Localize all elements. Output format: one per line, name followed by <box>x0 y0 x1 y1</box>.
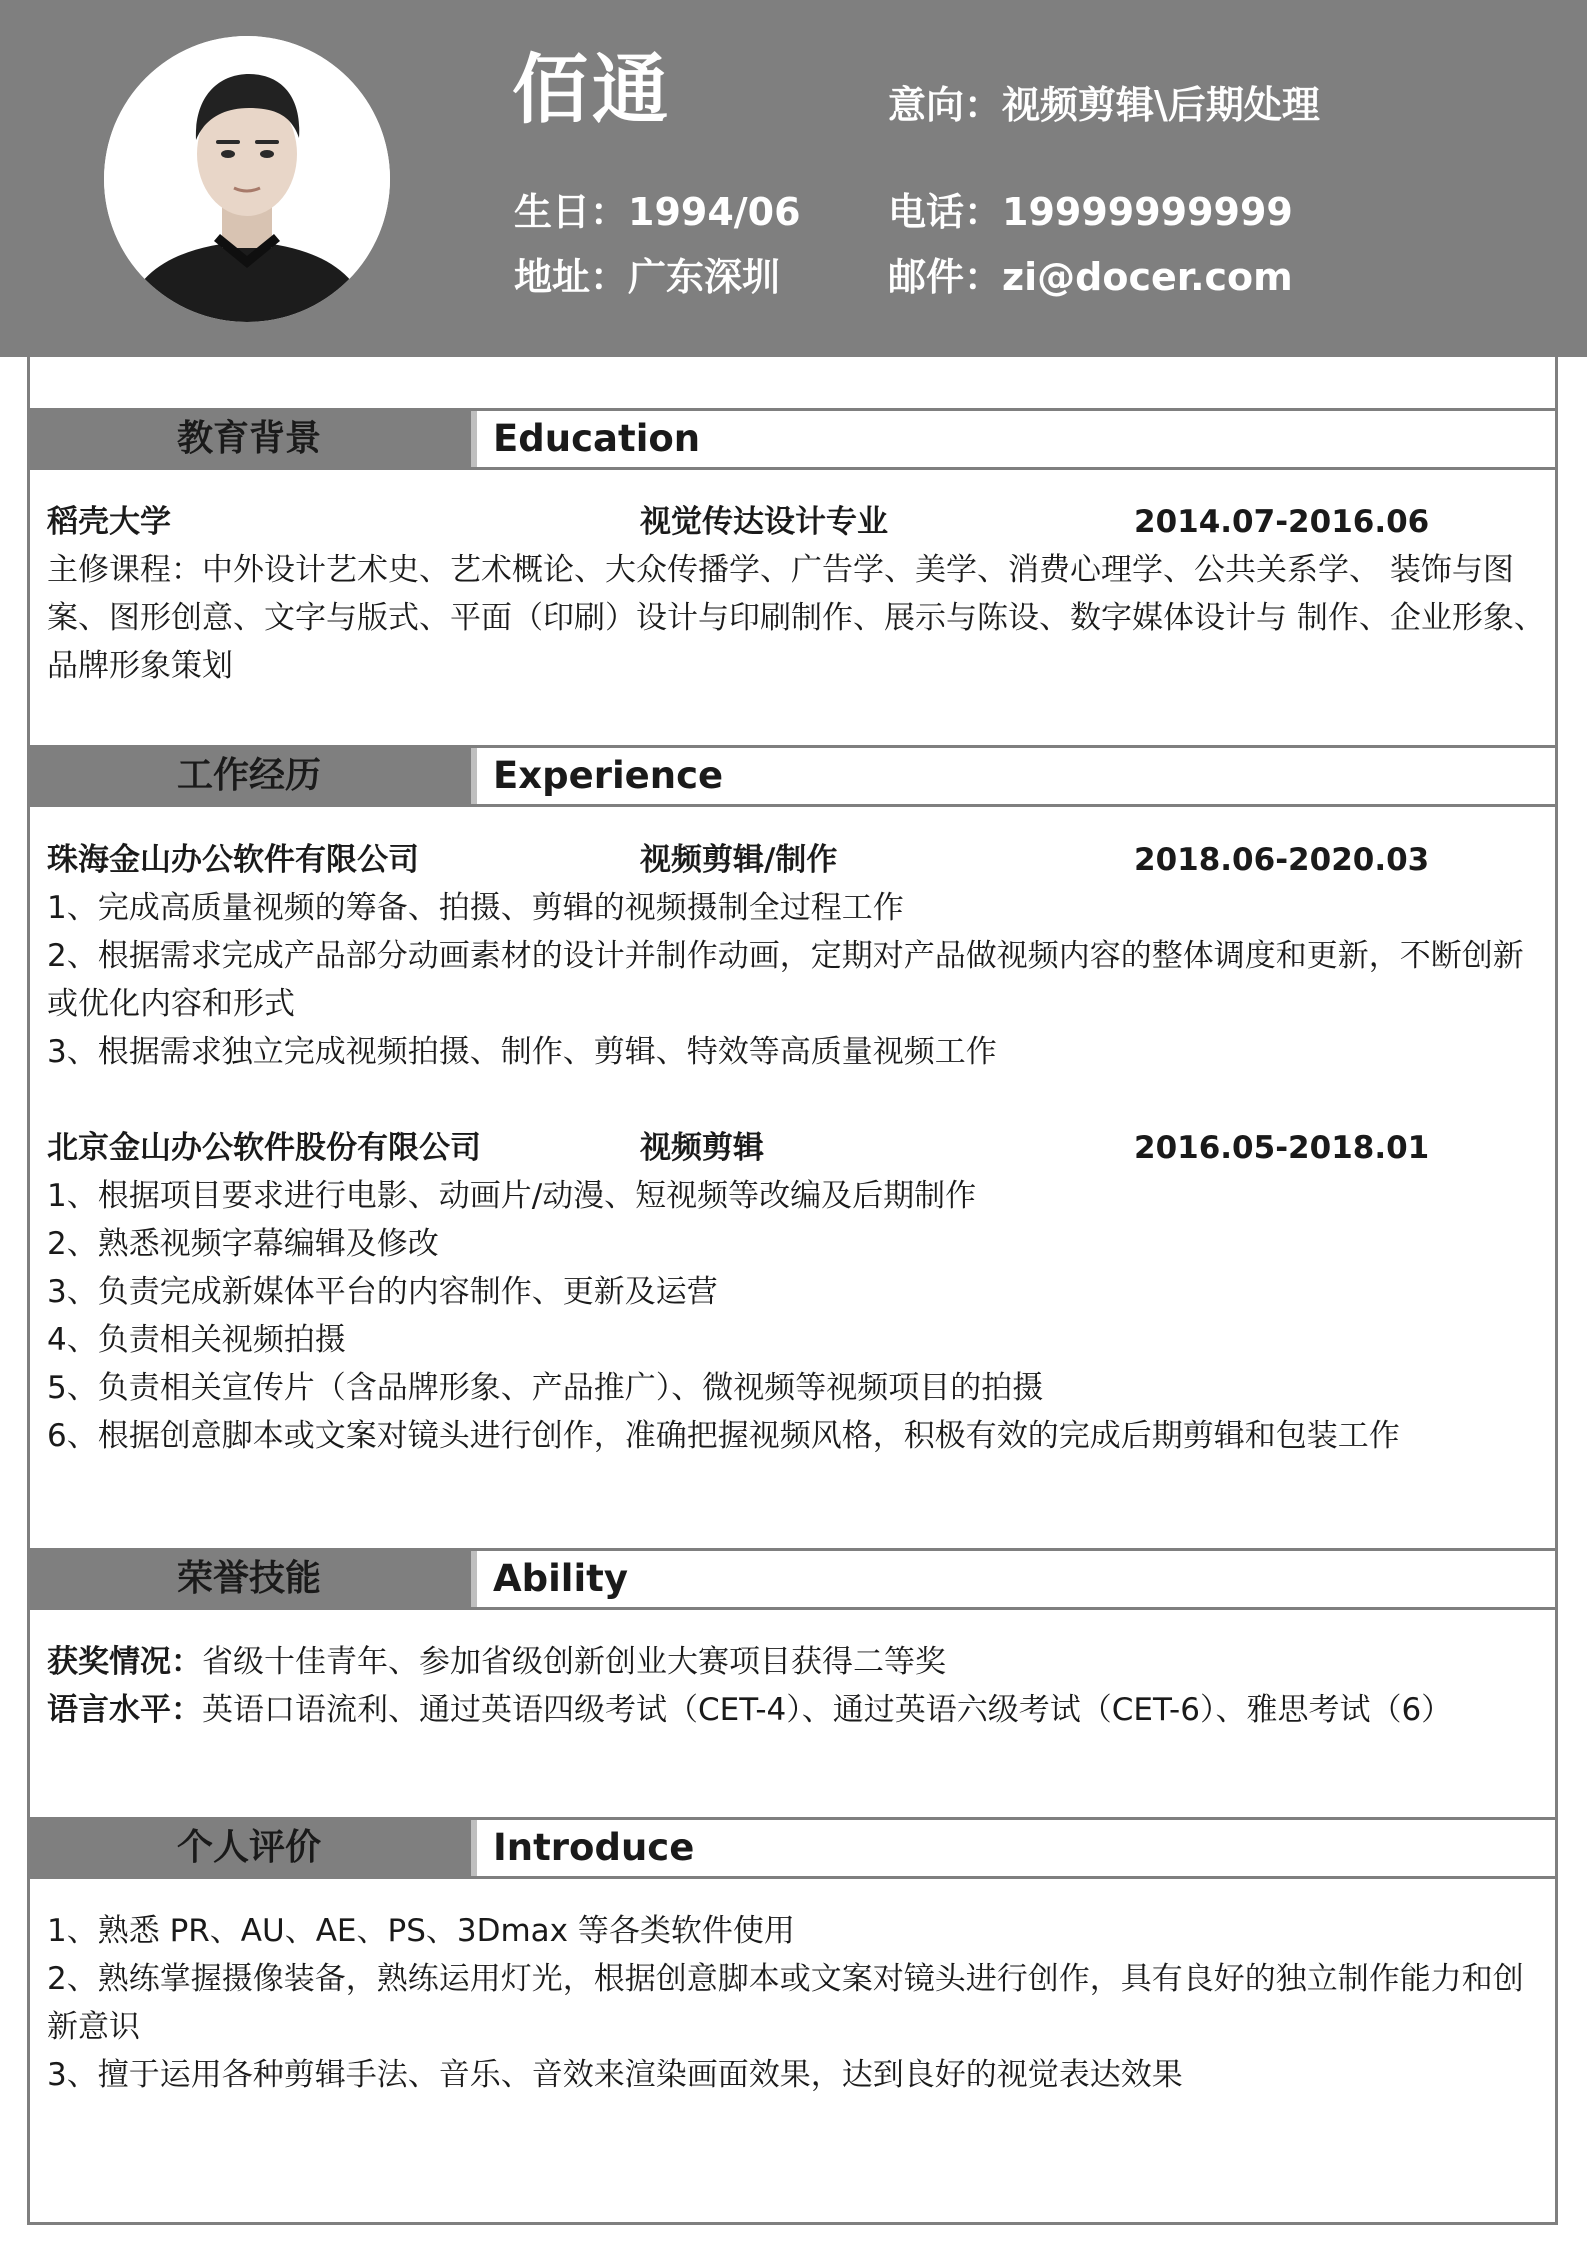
section-title-en: Experience <box>493 754 724 797</box>
profile-photo <box>104 36 390 322</box>
section-header-introduce <box>27 1817 1558 1879</box>
section-title-cn: 荣誉技能 <box>27 1551 471 1607</box>
birthday: 生日：1994/06 <box>514 190 801 234</box>
job-period: 2016.05-2018.01 <box>1134 1130 1430 1166</box>
awards-label: 获奖情况： <box>47 1644 202 1680</box>
section-title-cn: 工作经历 <box>27 748 471 804</box>
awards-line <box>47 1638 1547 1686</box>
section-header-ability <box>27 1548 1558 1610</box>
section-title-cn: 教育背景 <box>27 411 471 467</box>
address: 地址：广东深圳 <box>514 255 781 299</box>
job-duty: 4、负责相关视频拍摄 <box>47 1322 346 1358</box>
language-line <box>47 1686 1547 1734</box>
section-divider <box>471 1551 477 1607</box>
job-duty: 3、负责完成新媒体平台的内容制作、更新及运营 <box>47 1274 718 1310</box>
company-name: 珠海金山办公软件有限公司 <box>47 842 419 878</box>
education-period: 2014.07-2016.06 <box>1134 504 1430 540</box>
courses: 主修课程：中外设计艺术史、艺术概论、大众传播学、广告学、美学、消费心理学、公共关系学、 装饰与图案、图形创意、文字与版式、平面（印刷）设计与印刷制作、展示与陈设、数字媒体设计与 制作、企业形象、品牌形象策划 <box>47 552 1545 684</box>
section-title-cn: 个人评价 <box>27 1820 471 1876</box>
person-silhouette-icon <box>104 36 390 322</box>
job-duty: 2、熟悉视频字幕编辑及修改 <box>47 1226 439 1262</box>
school-name: 稻壳大学 <box>47 504 171 540</box>
job-duty: 3、根据需求独立完成视频拍摄、制作、剪辑、特效等高质量视频工作 <box>47 1034 997 1070</box>
language-value: 英语口语流利、通过英语四级考试（CET-4）、通过英语六级考试（CET-6）、雅思考试（6） <box>202 1692 1453 1728</box>
section-divider <box>471 748 477 804</box>
job-duty: 2、根据需求完成产品部分动画素材的设计并制作动画，定期对产品做视频内容的整体调度和更新，不断创新或优化内容和形式 <box>47 938 1524 1022</box>
job-duty: 1、根据项目要求进行电影、动画片/动漫、短视频等改编及后期制作 <box>47 1178 977 1214</box>
candidate-name: 佰通 <box>512 45 672 134</box>
section-divider <box>471 1820 477 1876</box>
email: 邮件：zi@docer.com <box>888 255 1293 299</box>
job-period: 2018.06-2020.03 <box>1134 842 1430 878</box>
major: 视觉传达设计专业 <box>640 504 888 540</box>
job-intent: 意向：视频剪辑\后期处理 <box>888 83 1320 127</box>
job-duty: 5、负责相关宣传片（含品牌形象、产品推广）、微视频等视频项目的拍摄 <box>47 1370 1044 1406</box>
job-duty: 1、完成高质量视频的筹备、拍摄、剪辑的视频摄制全过程工作 <box>47 890 904 926</box>
intro-item: 2、熟练掌握摄像装备，熟练运用灯光，根据创意脚本或文案对镜头进行创作，具有良好的独立制作能力和创新意识 <box>47 1961 1524 2045</box>
company-name: 北京金山办公软件股份有限公司 <box>47 1130 481 1166</box>
language-label: 语言水平： <box>47 1692 202 1728</box>
section-divider <box>471 411 477 467</box>
awards-value: 省级十佳青年、参加省级创新创业大赛项目获得二等奖 <box>202 1644 946 1680</box>
section-title-en: Ability <box>493 1557 628 1600</box>
section-header-education <box>27 408 1558 470</box>
section-title-en: Education <box>493 417 701 460</box>
phone: 电话：19999999999 <box>888 190 1293 234</box>
job-duty: 6、根据创意脚本或文案对镜头进行创作，准确把握视频风格，积极有效的完成后期剪辑和包装工作 <box>47 1418 1400 1454</box>
section-title-en: Introduce <box>493 1826 695 1869</box>
job-role: 视频剪辑 <box>640 1130 764 1166</box>
intro-item: 3、擅于运用各种剪辑手法、音乐、音效来渲染画面效果，达到良好的视觉表达效果 <box>47 2057 1183 2093</box>
job-role: 视频剪辑/制作 <box>640 842 838 878</box>
intro-item: 1、熟悉 PR、AU、AE、PS、3Dmax 等各类软件使用 <box>47 1913 795 1949</box>
section-header-experience <box>27 745 1558 807</box>
header-band <box>0 0 1587 357</box>
